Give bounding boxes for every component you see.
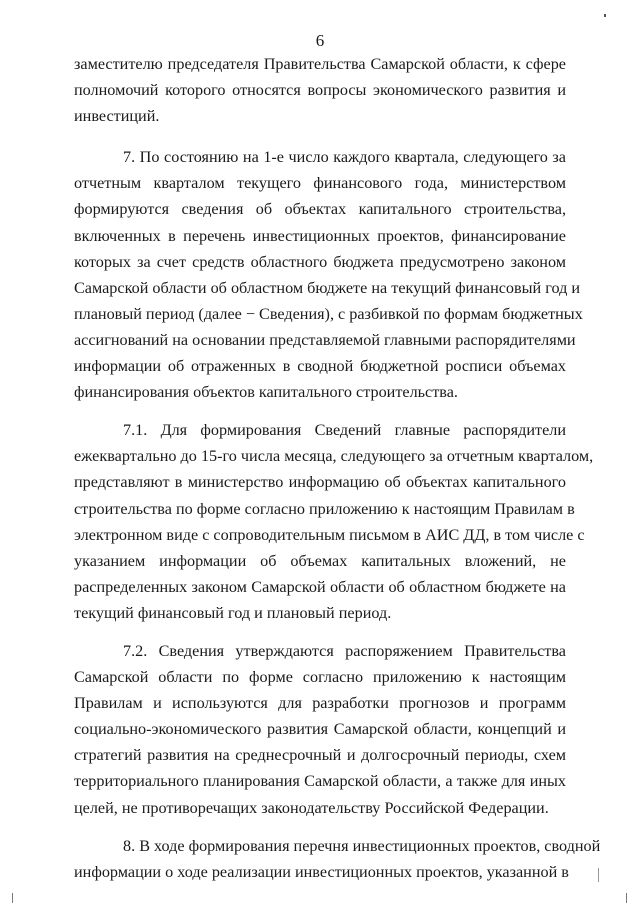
text-line: которых за счет средств областного бюджета предусмотрено законом xyxy=(74,252,566,271)
text-line: целей, не противоречащих законодательству Российской Федерации. xyxy=(74,798,549,817)
paragraph-7-2 xyxy=(74,638,566,821)
text-line: Самарской области об областном бюджете на текущий финансовый год и xyxy=(74,278,581,297)
text-line: финансирования объектов капитального строительства. xyxy=(74,383,458,402)
text-line: информации о ходе реализации инвестиционных проектов, указанной в xyxy=(74,862,569,881)
text-line: территориального планирования Самарской области, а также для иных xyxy=(74,772,566,791)
text-line: стратегий развития на среднесрочный и долгосрочный периоды, схем xyxy=(74,746,566,765)
text-line: 7.1. Для формирования Сведений главные распорядители xyxy=(123,421,566,440)
paragraph-8 xyxy=(74,833,601,885)
scan-mark xyxy=(604,14,606,17)
paragraph-7 xyxy=(74,144,583,405)
page-number: 6 xyxy=(315,31,325,50)
scan-mark xyxy=(626,893,627,903)
text-line: информации об отраженных в сводной бюджетной росписи объемах xyxy=(74,357,566,376)
text-line: распределенных законом Самарской области об областном бюджете на xyxy=(74,577,566,596)
text-line: текущий финансовый год и плановый период. xyxy=(74,603,392,622)
text-line: отчетным кварталом текущего финансового года, министерством xyxy=(74,174,566,193)
scan-mark xyxy=(12,893,13,903)
text-line: социально-экономического развития Самарской области, концепций и xyxy=(74,720,566,739)
text-line: указанием информации об объемах капитальных вложений, не xyxy=(74,551,566,570)
text-line: плановый период (далее − Сведения), с разбивкой по формам бюджетных xyxy=(74,304,583,323)
paragraph-7-1 xyxy=(74,417,594,626)
text-line: Самарской области по форме согласно приложению к настоящим xyxy=(74,668,566,687)
scan-mark xyxy=(598,868,599,882)
document-body xyxy=(74,51,601,885)
text-line: 8. В ходе формирования перечня инвестиционных проектов, сводной xyxy=(123,836,601,855)
text-line: включенных в перечень инвестиционных проектов, финансирование xyxy=(74,226,566,245)
text-line: Правилам и используются для разработки прогнозов и программ xyxy=(74,694,566,713)
text-line: полномочий которого относятся вопросы экономического развития и xyxy=(74,81,566,100)
text-line: представляют в министерство информацию об объектах капитального xyxy=(74,473,566,492)
text-line: заместителю председателя Правительства Самарской области, к сфере xyxy=(74,55,566,73)
text-line: электронном виде с сопроводительным письмом в АИС ДД, в том числе с xyxy=(74,525,585,544)
text-line: 7. По состоянию на 1-е число каждого квартала, следующего за xyxy=(123,148,566,167)
text-line: ассигнований на основании представляемой главными распорядителями xyxy=(74,330,576,349)
text-line: ежеквартально до 15-го числа месяца, следующего за отчетным кварталом, xyxy=(74,447,594,466)
paragraph-intro-continuation xyxy=(74,51,566,129)
text-line: 7.2. Сведения утверждаются распоряжением Правительства xyxy=(123,641,566,660)
text-line: инвестиций. xyxy=(74,107,160,126)
text-line: строительства по форме согласно приложению к настоящим Правилам в xyxy=(74,499,575,518)
text-line: формируются сведения об объектах капитального строительства, xyxy=(74,200,566,219)
